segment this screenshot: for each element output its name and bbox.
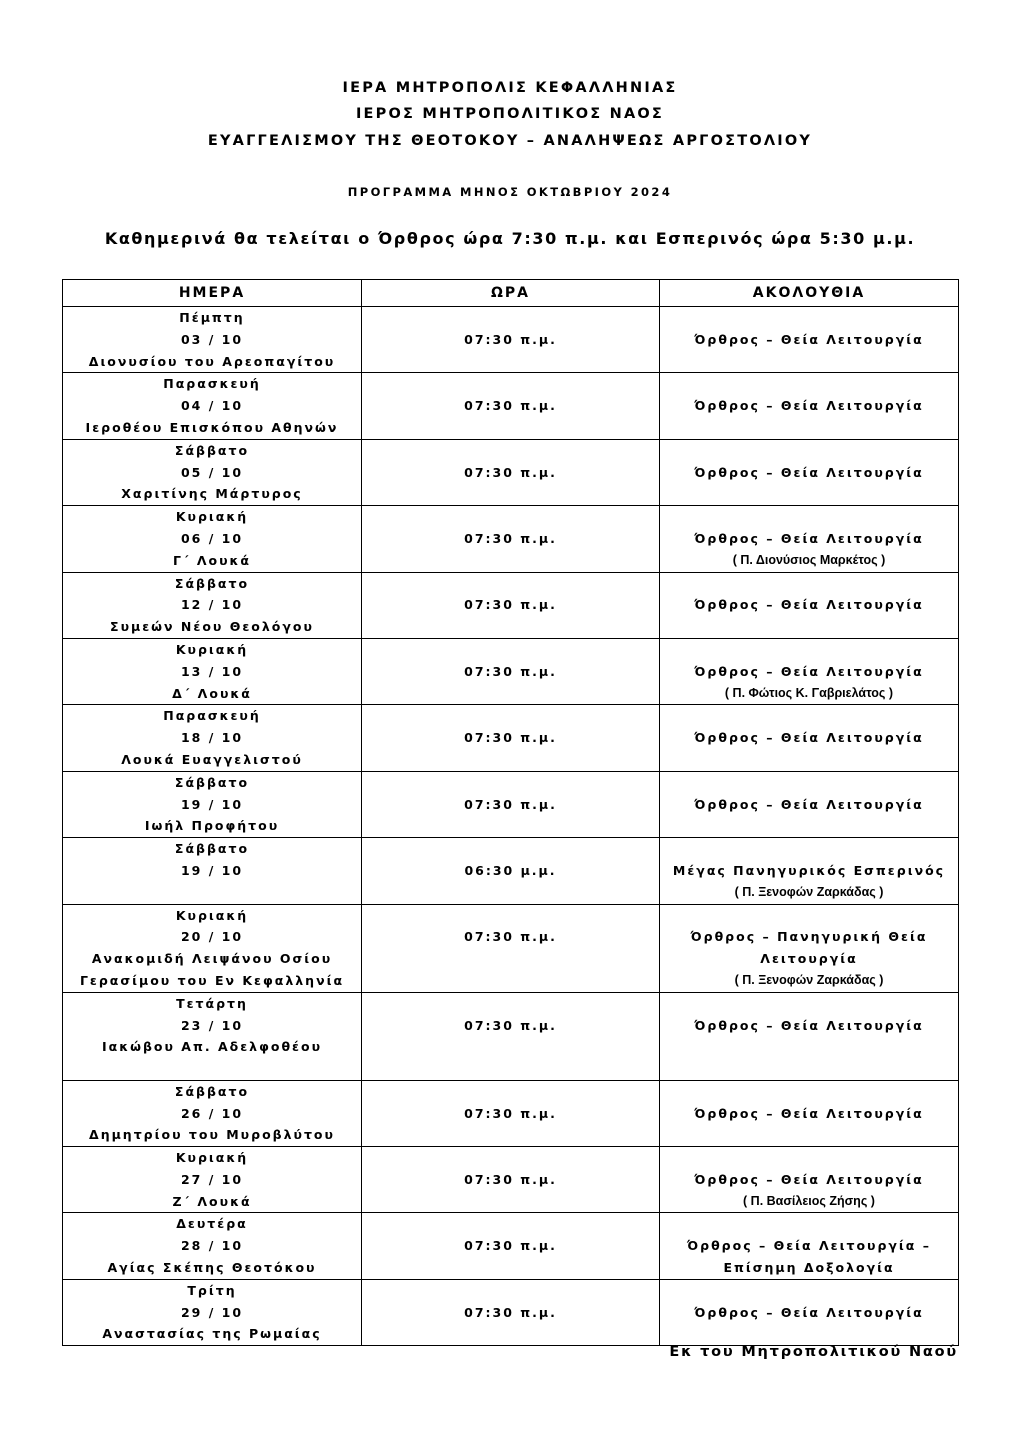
column-header-time: ΩΡΑ (362, 280, 660, 307)
header-diocese: ΙΕΡΑ ΜΗΤΡΟΠΟΛΙΣ ΚΕΦΑΛΛΗΝΙΑΣ (342, 80, 678, 96)
date: 18 / 10 (180, 730, 244, 746)
date: 23 / 10 (180, 1017, 244, 1033)
service-cell (660, 992, 959, 1080)
date: 26 / 10 (180, 1105, 244, 1121)
weekday: Δευτέρα (176, 1216, 248, 1232)
weekday: Τρίτη (187, 1282, 237, 1298)
service-time: 07:30 π.μ. (464, 1171, 557, 1187)
table-row (63, 1147, 959, 1213)
date: 12 / 10 (180, 597, 244, 613)
service-name: Όρθρος – Θεία Λειτουργία (694, 730, 924, 746)
service-cell (660, 904, 959, 992)
header-church-name: ΕΥΑΓΓΕΛΙΣΜΟΥ ΤΗΣ ΘΕΟΤΟΚΟΥ – ΑΝΑΛΗΨΕΩΣ ΑΡΓΟΣΤΟΛΙΟΥ (207, 133, 813, 149)
day-cell (63, 572, 362, 638)
day-cell (63, 1279, 362, 1345)
table-row (63, 771, 959, 837)
service-cell (660, 1213, 959, 1279)
day-cell (63, 1147, 362, 1213)
table-row (63, 506, 959, 572)
time-cell (362, 904, 660, 992)
officiating-priest: ( Π. Ξενοφών Ζαρκάδας ) (734, 884, 884, 899)
table-row (63, 638, 959, 704)
service-time: 07:30 π.μ. (464, 730, 557, 746)
column-header-day: ΗΜΕΡΑ (63, 280, 362, 307)
service-time: 07:30 π.μ. (464, 1304, 557, 1320)
time-cell (362, 572, 660, 638)
feast-name: Δημητρίου του Μυροβλύτου (89, 1127, 335, 1143)
day-cell (63, 307, 362, 373)
feast-name: Λουκά Ευαγγελιστού (121, 751, 303, 767)
feast-name: Ανακομιδή Λειψάνου Οσίου (91, 951, 333, 967)
table-row (63, 838, 959, 904)
time-cell (362, 1213, 660, 1279)
service-time: 07:30 π.μ. (464, 464, 557, 480)
weekday: Κυριακή (175, 641, 249, 657)
service-name: Όρθρος – Θεία Λειτουργία (694, 1304, 924, 1320)
service-name: Όρθρος – Θεία Λειτουργία (694, 530, 924, 546)
service-cell (660, 1147, 959, 1213)
service-name: Όρθρος – Θεία Λειτουργία (694, 1017, 924, 1033)
feast-name: Ιακώβου Απ. Αδελφοθέου (101, 1039, 323, 1055)
footer-signature: Εκ του Μητροπολιτικού Ναού (669, 1344, 958, 1360)
service-cell (660, 506, 959, 572)
date: 20 / 10 (180, 929, 244, 945)
feast-name: Αναστασίας της Ρωμαίας (102, 1326, 322, 1342)
feast-name: Ιεροθέου Επισκόπου Αθηνών (85, 419, 339, 435)
day-cell (63, 992, 362, 1080)
service-name: Όρθρος – Θεία Λειτουργία (694, 663, 924, 679)
weekday: Σάββατο (174, 575, 250, 591)
officiating-priest: ( Π. Βασίλειος Ζήσης ) (743, 1193, 875, 1208)
weekday: Σάββατο (174, 774, 250, 790)
table-row (63, 1080, 959, 1146)
service-time: 07:30 π.μ. (464, 663, 557, 679)
table-row (63, 307, 959, 373)
day-cell (63, 439, 362, 505)
table-row (63, 1279, 959, 1345)
day-cell (63, 506, 362, 572)
table-row (63, 572, 959, 638)
time-cell (362, 992, 660, 1080)
weekday: Σάββατο (174, 442, 250, 458)
time-cell (362, 1147, 660, 1213)
schedule-body (63, 307, 959, 1346)
feast-name: Συμεών Νέου Θεολόγου (110, 619, 314, 635)
service-name: Όρθρος – Θεία Λειτουργία – (687, 1238, 931, 1254)
service-cell (660, 572, 959, 638)
service-cell (660, 638, 959, 704)
time-cell (362, 638, 660, 704)
feast-name: Αγίας Σκέπης Θεοτόκου (107, 1260, 317, 1276)
weekday: Κυριακή (175, 509, 249, 525)
weekday: Παρασκευή (163, 708, 261, 724)
table-row (63, 705, 959, 771)
service-cell (660, 439, 959, 505)
feast-name: Ζ΄ Λουκά (172, 1193, 252, 1209)
weekday: Παρασκευή (163, 376, 261, 392)
table-row (63, 992, 959, 1080)
service-time: 06:30 μ.μ. (464, 862, 557, 878)
table-row (63, 439, 959, 505)
time-cell (362, 373, 660, 439)
service-time: 07:30 π.μ. (464, 1017, 557, 1033)
date: 13 / 10 (180, 663, 244, 679)
weekday: Πέμπτη (179, 310, 245, 325)
service-cell (660, 1279, 959, 1345)
service-time: 07:30 π.μ. (464, 597, 557, 613)
daily-schedule-note: Καθημερινά θα τελείται ο Όρθρος ώρα 7:30 π.μ. και Εσπερινός ώρα 5:30 μ.μ. (104, 229, 916, 248)
feast-name: Δ΄ Λουκά (172, 685, 252, 701)
service-time: 07:30 π.μ. (464, 1238, 557, 1254)
officiating-priest: ( Π. Διονύσιος Μαρκέτος ) (732, 552, 886, 567)
table-row (63, 373, 959, 439)
service-time: 07:30 π.μ. (464, 331, 557, 347)
day-cell (63, 638, 362, 704)
date: 03 / 10 (180, 331, 244, 347)
day-cell (63, 705, 362, 771)
time-cell (362, 506, 660, 572)
date: 29 / 10 (180, 1304, 244, 1320)
weekday: Κυριακή (175, 1150, 249, 1166)
table-row (63, 904, 959, 992)
date: 19 / 10 (180, 796, 244, 812)
column-header-service: ΑΚΟΛΟΥΘΙΑ (660, 280, 959, 307)
feast-name: Διονυσίου του Αρεοπαγίτου (88, 353, 336, 369)
service-time: 07:30 π.μ. (464, 796, 557, 812)
feast-name: Ιωήλ Προφήτου (144, 818, 280, 834)
service-name: Μέγας Πανηγυρικός Εσπερινός (672, 862, 946, 878)
time-cell (362, 1279, 660, 1345)
day-cell (63, 1213, 362, 1279)
service-cell (660, 307, 959, 373)
date: 19 / 10 (180, 862, 244, 878)
service-name: Όρθρος – Θεία Λειτουργία (694, 398, 924, 414)
service-name: Όρθρος – Πανηγυρική Θεία (690, 929, 928, 945)
table-header-row (63, 280, 959, 307)
service-cell (660, 838, 959, 904)
service-name: Επίσημη Δοξολογία (723, 1260, 895, 1276)
header-church: ΙΕΡΟΣ ΜΗΤΡΟΠΟΛΙΤΙΚΟΣ ΝΑΟΣ (355, 106, 665, 122)
service-time: 07:30 π.μ. (464, 1105, 557, 1121)
feast-name: Γερασίμου του Εν Κεφαλληνία (79, 972, 345, 988)
officiating-priest: ( Π. Φώτιος Κ. Γαβριελάτος ) (724, 685, 894, 700)
day-cell (63, 1080, 362, 1146)
date: 28 / 10 (180, 1238, 244, 1254)
day-cell (63, 373, 362, 439)
service-cell (660, 373, 959, 439)
weekday: Κυριακή (175, 907, 249, 923)
schedule-table (62, 279, 959, 1346)
date: 06 / 10 (180, 530, 244, 546)
date: 27 / 10 (180, 1171, 244, 1187)
feast-name: Γ΄ Λουκά (172, 552, 251, 568)
time-cell (362, 1080, 660, 1146)
service-time: 07:30 π.μ. (464, 530, 557, 546)
service-name: Όρθρος – Θεία Λειτουργία (694, 464, 924, 480)
service-time: 07:30 π.μ. (464, 929, 557, 945)
date: 05 / 10 (180, 464, 244, 480)
program-title: ΠΡΟΓΡΑΜΜΑ ΜΗΝΟΣ ΟΚΤΩΒΡΙΟΥ 2024 (347, 185, 673, 199)
time-cell (362, 705, 660, 771)
table-row (63, 1213, 959, 1279)
feast-name: Χαριτίνης Μάρτυρος (121, 486, 303, 502)
time-cell (362, 771, 660, 837)
service-time: 07:30 π.μ. (464, 398, 557, 414)
service-name: Όρθρος – Θεία Λειτουργία (694, 597, 924, 613)
service-cell (660, 705, 959, 771)
date: 04 / 10 (180, 398, 244, 414)
day-cell (63, 904, 362, 992)
officiating-priest: ( Π. Ξενοφών Ζαρκάδας ) (734, 972, 884, 987)
time-cell (362, 307, 660, 373)
weekday: Σάββατο (174, 1083, 250, 1099)
service-name: Όρθρος – Θεία Λειτουργία (694, 331, 924, 347)
day-cell (63, 771, 362, 837)
day-cell (63, 838, 362, 904)
time-cell (362, 838, 660, 904)
service-cell (660, 1080, 959, 1146)
service-name: Όρθρος – Θεία Λειτουργία (694, 1171, 924, 1187)
weekday: Σάββατο (174, 841, 250, 857)
service-cell (660, 771, 959, 837)
service-name: Όρθρος – Θεία Λειτουργία (694, 796, 924, 812)
service-name: Όρθρος – Θεία Λειτουργία (694, 1105, 924, 1121)
time-cell (362, 439, 660, 505)
service-name: Λειτουργία (760, 951, 858, 967)
weekday: Τετάρτη (176, 995, 248, 1011)
